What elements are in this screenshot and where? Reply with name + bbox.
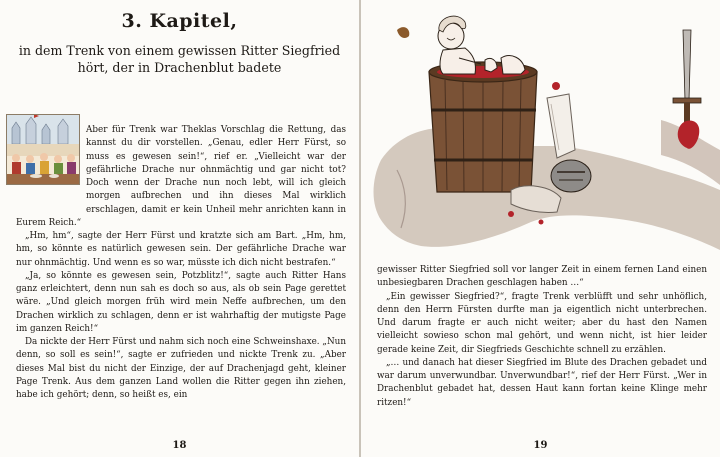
chapter-subtitle (16, 42, 343, 76)
bathtub-illustration (361, 0, 720, 262)
left-page-body (16, 124, 346, 402)
paragraph: Da nickte der Herr Fürst und nahm sich noch eine Schweinshaxe. „Nun denn, so soll es sein!“, sagte er zufrieden und nickte Trenk zu. „Aber dieses Mal bist du nicht der Einzige, der auf Drachenjagd geht, kleiner Page Trenk. Aus dem ganzen Land wollen die Ritter gegen ihn ziehen, habe ich gehört; denn, so heißt es, ein (16, 337, 346, 400)
left-page (0, 0, 359, 457)
right-page (361, 0, 720, 457)
chapter-subtitle-line-1: in dem Trenk von einem gewissen Ritter Siegfried (18, 43, 341, 58)
paragraph: „Hm, hm“, sagte der Herr Fürst und kratzte sich am Bart. „Hm, hm, hm, so könnte es natürlich gewesen sein. Der gefährliche Drache war nur ohnmächtig. Und wenn es so war, müsste ich dich nicht bestrafen.“ (16, 231, 346, 268)
paragraph: „Ein gewisser Siegfried?“, fragte Trenk verblüfft und sehr unhöflich, denn den Herrn Fürsten durfte man ja eigentlich nicht unterbrechen. Und darum fragte er auch nicht weiter; aber du hast den Namen vielleicht sowieso schon mal gehört, und wenn nicht, ist hier leider gerade keine Zeit, dir Siegfrieds Geschichte schnell zu erzählen. (377, 291, 707, 355)
page-number-left: 18 (172, 440, 187, 451)
paragraph: „… und danach hat dieser Siegfried im Blute des Drachen gebadet und war darum unverwundbar. Unverwundbar!“, rief der Herr Fürst. „Wer in Drachenblut gebadet hat, dessen Haut kann fortan keine Klinge mehr ritzen!“ (377, 357, 707, 408)
paragraph: Aber für Trenk war Theklas Vorschlag die Rettung, das kannst du dir vorstellen. „Genau, edler Herr Fürst, so muss es gewesen sein!“, rief er. „Vielleicht war der gefährliche Drache nur ohnmächtig und gar nicht tot? Doch wenn der Drache nun noch lebt, will ich gleich morgen aufbrechen und ihn dieses Mal wirklich erschlagen, damit er kein Unheil mehr anrichten kann in Eurem Reich.“ (16, 125, 346, 228)
paragraph: gewisser Ritter Siegfried soll vor langer Zeit in einem fernen Land einen unbesiegbaren Drachen geschlagen haben …“ (377, 265, 707, 289)
page-number-right: 19 (533, 440, 548, 451)
chapter-subtitle-line-2: hört, der in Drachenblut badete (77, 60, 282, 75)
right-page-body (377, 264, 707, 410)
chapter-title: 3. Kapitel, (121, 10, 238, 32)
paragraph: „Ja, so könnte es gewesen sein, Potzblitz!“, sagte auch Ritter Hans ganz erleichtert, denn nun sah es doch so aus, als ob sein Page gerettet wäre. „Und gleich morgen früh wird mein Neffe aufbrechen, um den Drachen wirklich zu schlagen, denn er ist wahrhaftig der mutigste Page im ganzen Reich!“ (16, 270, 346, 334)
